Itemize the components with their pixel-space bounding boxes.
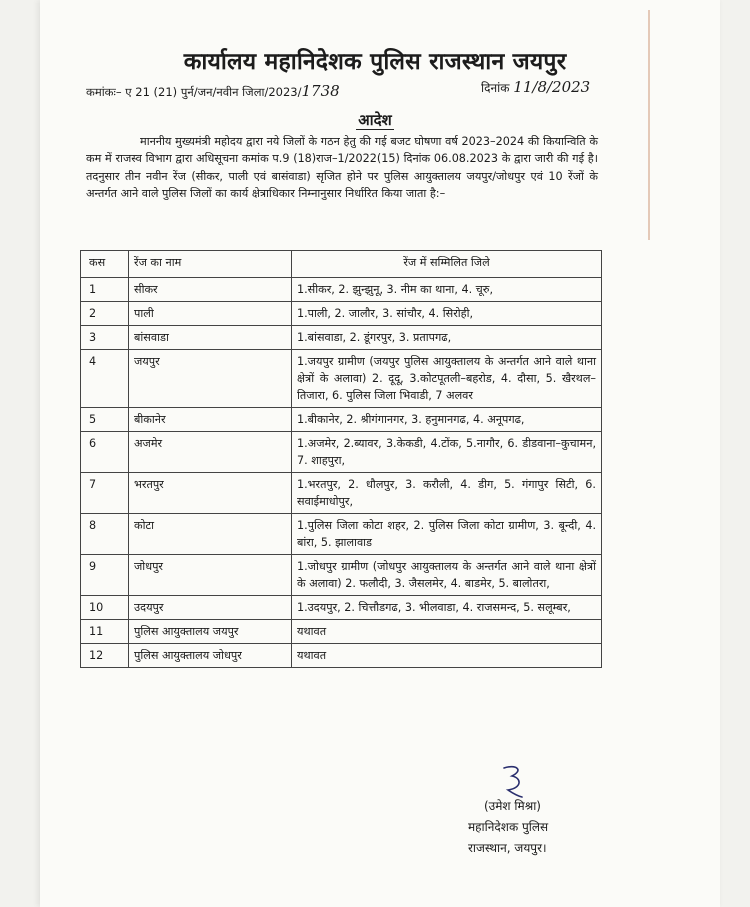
cell-serial: 5 — [81, 408, 129, 432]
cell-districts: 1.अजमेर, 2.ब्यावर, 3.केकडी, 4.टोंक, 5.नागौर, 6. डीडवाना–कुचामन, 7. शाहपुरा, — [292, 432, 602, 473]
cell-range: जोधपुर — [129, 555, 292, 596]
cell-range: अजमेर — [129, 432, 292, 473]
cell-serial: 2 — [81, 302, 129, 326]
office-title: कार्यालय महानिदेशक पुलिस राजस्थान जयपुर — [183, 49, 567, 75]
table-row — [81, 326, 602, 350]
cell-serial: 9 — [81, 555, 129, 596]
cell-districts: 1.बांसवाडा, 2. डूंगरपुर, 3. प्रतापगढ, — [292, 326, 602, 350]
order-heading-text: आदेश — [358, 111, 392, 129]
cell-serial: 6 — [81, 432, 129, 473]
cell-range: जयपुर — [129, 350, 292, 408]
table-row — [81, 514, 602, 555]
cell-range: कोटा — [129, 514, 292, 555]
cell-districts: 1.बीकानेर, 2. श्रीगंगानगर, 3. हनुमानगढ, 4. अनूपगढ, — [292, 408, 602, 432]
cell-districts: 1.भरतपुर, 2. धौलपुर, 3. करौली, 4. डीग, 5. गंगापुर सिटी, 6. सवाईमाधोपुर, — [292, 473, 602, 514]
cell-range: पुलिस आयुक्तालय जयपुर — [129, 620, 292, 644]
cell-range: बांसवाडा — [129, 326, 292, 350]
table-row — [81, 278, 602, 302]
table-row — [81, 350, 602, 408]
signature-block — [468, 796, 548, 859]
cell-range: पाली — [129, 302, 292, 326]
date-handwritten-value: 11/8/2023 — [513, 78, 591, 96]
cell-districts: 1.जोधपुर ग्रामीण (जोधपुर आयुक्तालय के अन्तर्गत आने वाले थाना क्षेत्रों के अलावा) 2. फलौदी, 3. जैसलमेर, 4. बाडमेर, 5. बालोतरा, — [292, 555, 602, 596]
cell-districts: 1.जयपुर ग्रामीण (जयपुर पुलिस आयुक्तालय के अन्तर्गत आने वाले थाना क्षेत्रों के अलावा) 2. दूदू, 3.कोटपूतली–बहरोड, 4. दौसा, 5. खैरथल–तिजारा, 6. पुलिस जिला भिवाडी, 7 अलवर — [292, 350, 602, 408]
cell-range: सीकर — [129, 278, 292, 302]
order-date — [481, 78, 590, 96]
cell-serial: 3 — [81, 326, 129, 350]
table-row — [81, 432, 602, 473]
table-row — [81, 644, 602, 668]
range-district-table — [80, 250, 602, 668]
handwritten-signature — [498, 764, 528, 798]
cell-districts: 1.सीकर, 2. झुन्झुनू, 3. नीम का थाना, 4. चूरु, — [292, 278, 602, 302]
cell-range: पुलिस आयुक्तालय जोधपुर — [129, 644, 292, 668]
cell-serial: 11 — [81, 620, 129, 644]
table-row — [81, 555, 602, 596]
order-body-paragraph: माननीय मुख्यमंत्री महोदय द्वारा नये जिलों के गठन हेतु की गई बजट घोषणा वर्ष 2023–2024 की कियान्विति के कम में राजस्व विभाग द्वारा अधिसूचना कमांक प.9 (18)राज–1/2022(15) दिनांक 06.08.2023 के द्वारा जारी की गई है। तदनुसार तीन नवीन रेंज (सीकर, पाली एवं बासंवाडा) सृजित होने पर पुलिस आयुक्तालय जयपुर/जोधपुर एवं 10 रेंजों के अन्तर्गत आने वाले पुलिस जिलों का कार्य क्षेत्राधिकार निम्नानुसार निर्धारित किया जाता है:– — [86, 135, 598, 201]
table-header-row — [81, 251, 602, 278]
cell-districts: यथावत — [292, 620, 602, 644]
table-row — [81, 408, 602, 432]
cell-serial: 1 — [81, 278, 129, 302]
header-serial: कस — [81, 251, 129, 278]
cell-districts: 1.पुलिस जिला कोटा शहर, 2. पुलिस जिला कोटा ग्रामीण, 3. बून्दी, 4. बांरा, 5. झालावाड — [292, 514, 602, 555]
header-range-name: रेंज का नाम — [129, 251, 292, 278]
cell-range: उदयपुर — [129, 596, 292, 620]
order-heading — [0, 110, 750, 130]
table-row — [81, 596, 602, 620]
header-districts: रेंज में सम्मिलित जिले — [292, 251, 602, 278]
cell-range: बीकानेर — [129, 408, 292, 432]
cell-serial: 10 — [81, 596, 129, 620]
signatory-designation: महानिदेशक पुलिस — [468, 820, 549, 834]
signatory-name: (उमेश मिश्रा) — [484, 799, 541, 813]
cell-serial: 4 — [81, 350, 129, 408]
reference-handwritten-number: 1738 — [301, 82, 340, 100]
cell-range: भरतपुर — [129, 473, 292, 514]
table-row — [81, 620, 602, 644]
signatory-place: राजस्थान, जयपुर। — [468, 841, 547, 855]
cell-districts: 1.पाली, 2. जालौर, 3. सांचौर, 4. सिरोही, — [292, 302, 602, 326]
reference-prefix: कमांकः– ए 21 (21) पुर्न/जन/नवीन जिला/2023/ — [86, 85, 302, 99]
cell-serial: 12 — [81, 644, 129, 668]
table-row — [81, 473, 602, 514]
reference-number — [86, 82, 340, 100]
cell-districts: यथावत — [292, 644, 602, 668]
cell-serial: 7 — [81, 473, 129, 514]
cell-serial: 8 — [81, 514, 129, 555]
cell-districts: 1.उदयपुर, 2. चित्तौडगढ, 3. भीलवाडा, 4. राजसमन्द, 5. सलूम्बर, — [292, 596, 602, 620]
date-label: दिनांक — [481, 81, 510, 95]
table-row — [81, 302, 602, 326]
